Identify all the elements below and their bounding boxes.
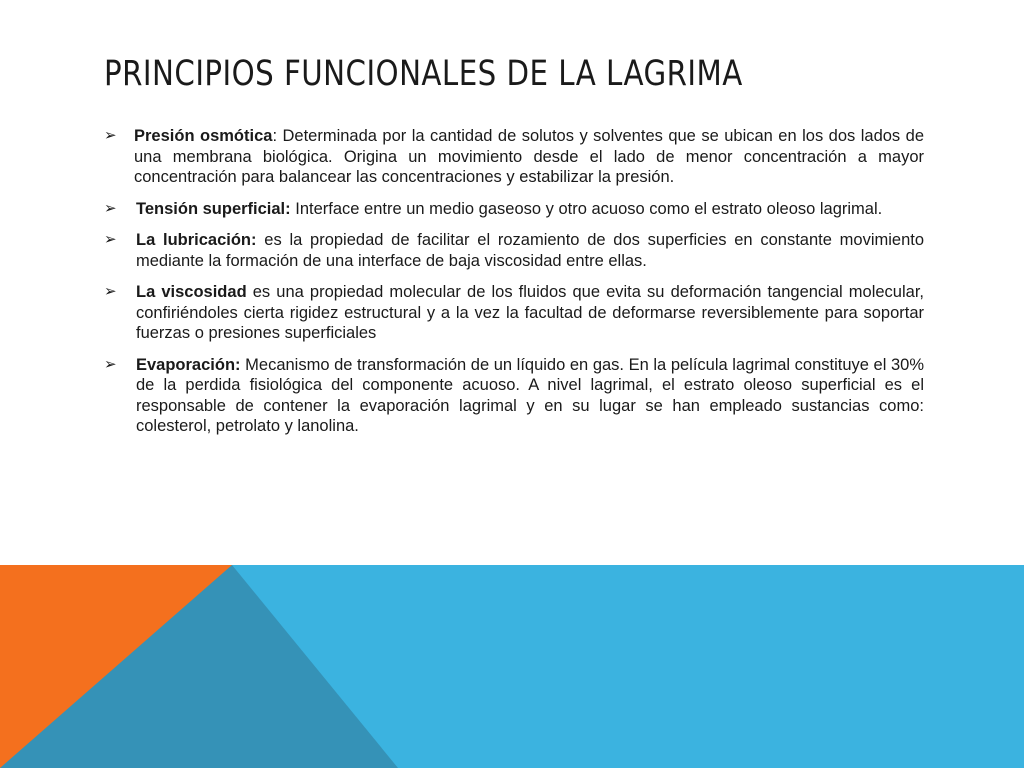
bullet-separator: : — [272, 127, 278, 145]
bullet-separator: : — [235, 355, 241, 374]
decorative-footer-band — [0, 565, 1024, 768]
bullet-lubricacion — [104, 230, 924, 271]
bullet-tension-superficial — [104, 199, 924, 220]
bullet-text: Interface entre un medio gaseoso y otro acuoso como el estrato oleoso lagrimal. — [290, 199, 883, 218]
bullet-term: La viscosidad — [136, 283, 247, 301]
slide-title: PRINCIPIOS FUNCIONALES DE LA LAGRIMA — [104, 54, 743, 94]
bullet-text: es la propiedad de facilitar el rozamiento de dos superficies en constante movimiento mediante la formación de una interface de baja viscosidad entre ellas. — [136, 231, 925, 270]
bullet-separator: : — [251, 231, 257, 249]
bullet-evaporacion — [104, 355, 924, 437]
bullet-text: Mecanismo de transformación de un líquido en gas. En la película lagrimal constituye el 30% de la perdida fisiológica del componente acuoso. A nivel lagrimal, el estrato oleoso superficial es el responsable de contener la evaporación lagrimal y en su lugar se han empleado sustancias como: colesterol, petrolato y lanolina. — [136, 355, 924, 435]
arrow-bullet-icon: ➢ — [104, 127, 117, 144]
bullet-presion-osmotica — [104, 126, 924, 188]
arrow-bullet-icon: ➢ — [104, 231, 117, 248]
bullet-text: Determinada por la cantidad de solutos y solventes que se ubican en los dos lados de una membrana biológica. Origina un movimiento desde el lado de menor concentración a mayor concentración para balancear las concentraciones y estabilizar la presión. — [134, 127, 925, 186]
arrow-bullet-icon: ➢ — [104, 283, 117, 300]
bullet-viscosidad — [104, 282, 924, 344]
bullet-separator: : — [285, 199, 291, 218]
bullet-text: es una propiedad molecular de los fluidos que evita su deformación tangencial molecular, confiriéndoles cierta rigidez estructural y a la vez la facultad de deformarse reversiblemente para soportar fuerzas o presiones superficiales — [136, 283, 924, 342]
bullet-term: Presión osmótica — [134, 127, 273, 145]
arrow-bullet-icon: ➢ — [104, 355, 117, 373]
bullet-term: Tensión superficial — [136, 199, 286, 218]
bullet-list — [104, 126, 924, 448]
bullet-term: Evaporación — [136, 355, 236, 374]
bullet-term: La lubricación — [136, 231, 252, 249]
arrow-bullet-icon: ➢ — [104, 199, 117, 217]
